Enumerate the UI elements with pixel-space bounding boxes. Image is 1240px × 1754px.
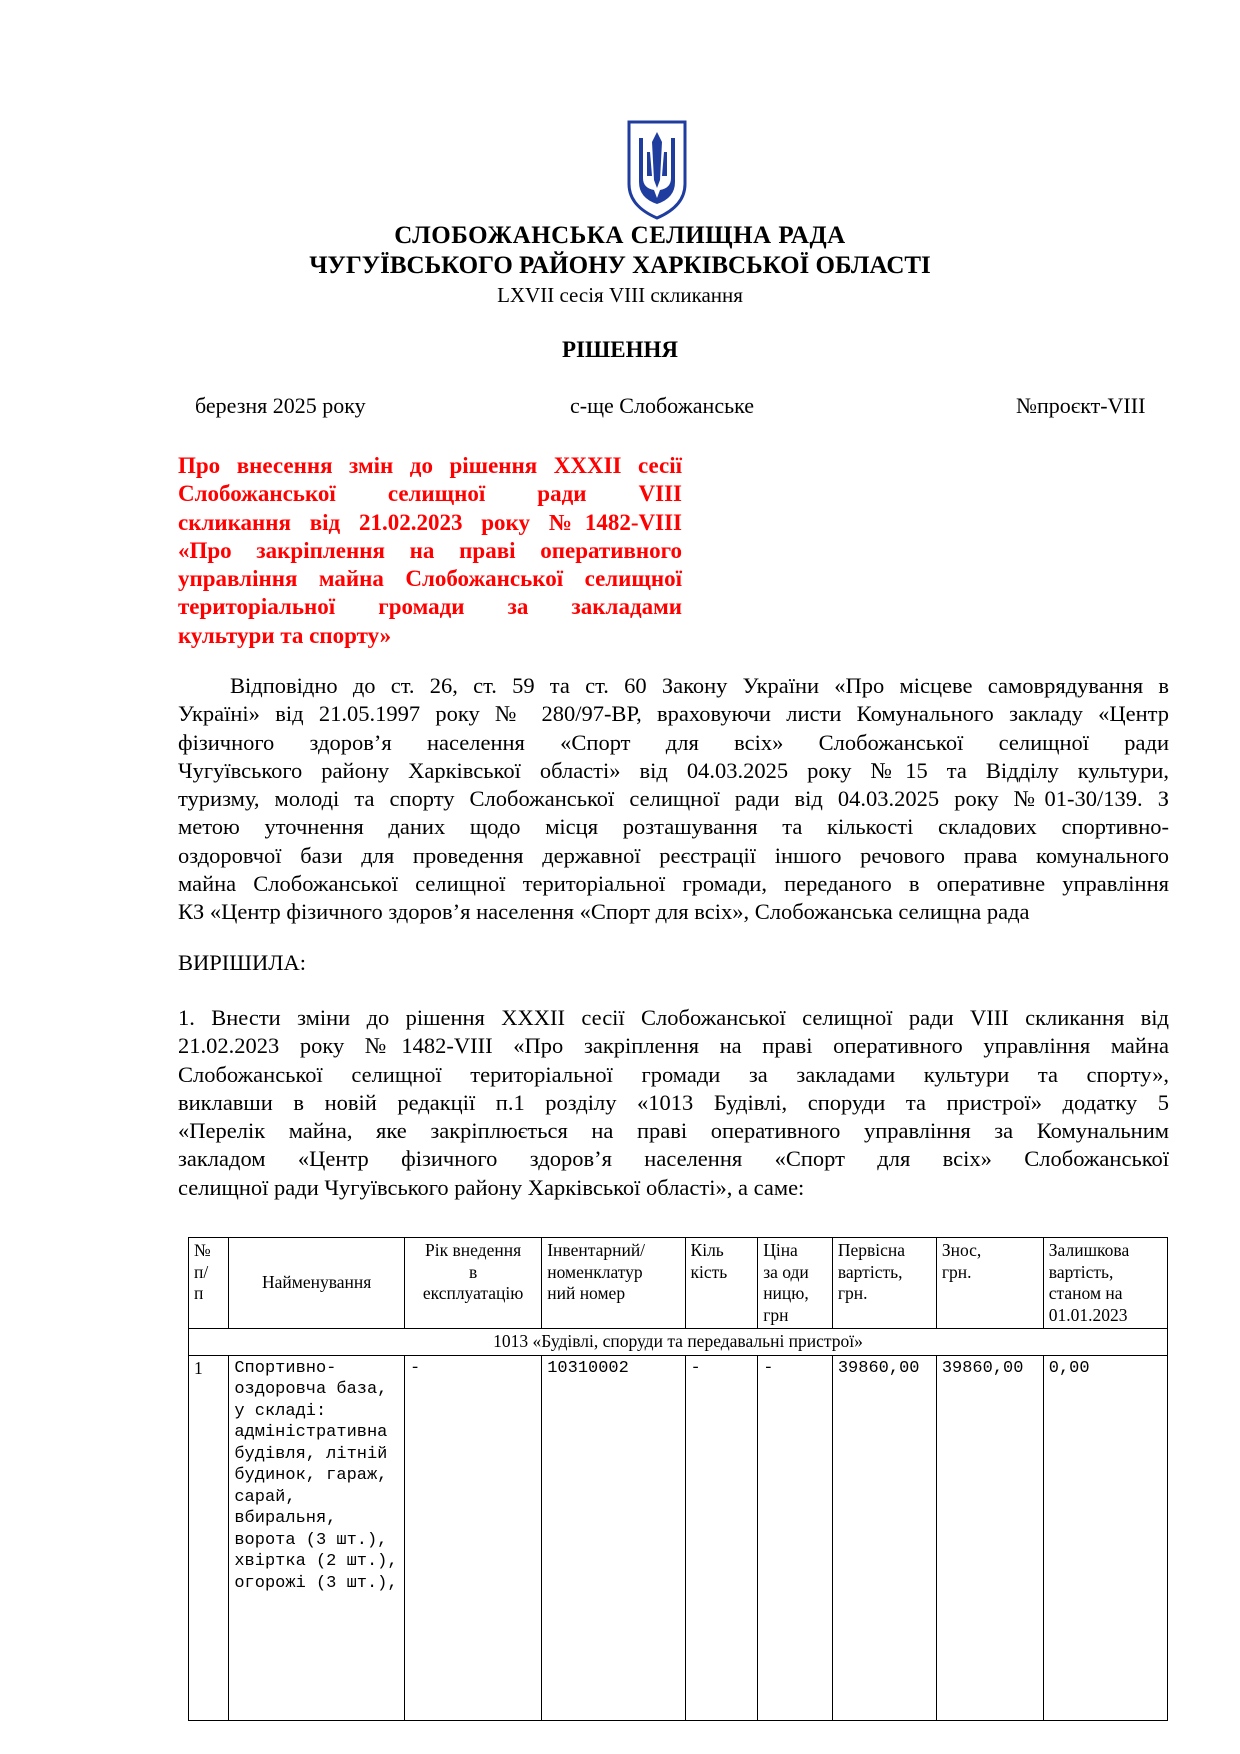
header-text: експлуатацію xyxy=(422,1283,524,1303)
header-text: п xyxy=(194,1283,204,1303)
preamble-line: Відповідно до ст. 26, ст. 59 та ст. 60 Закону України «Про місцеве самоврядування в xyxy=(230,673,1169,698)
header-year xyxy=(404,1238,541,1329)
header-residual-value xyxy=(1043,1238,1167,1329)
header-text: п/ xyxy=(194,1261,209,1282)
cell-wear: 39860,00 xyxy=(936,1355,1043,1720)
preamble-line: Україні» від 21.05.1997 року № 280/97-ВР, враховуючи листи Комунального закладу «Центр xyxy=(178,701,1169,727)
name-line: ворота (3 шт.), xyxy=(234,1530,388,1550)
header-text: станом на xyxy=(1048,1283,1123,1303)
header-text: вартість, xyxy=(1048,1261,1114,1282)
header-text: грн. xyxy=(837,1283,868,1303)
header-text: Найменування xyxy=(262,1272,372,1293)
cell-name xyxy=(229,1355,405,1720)
name-line: сарай, xyxy=(234,1487,296,1507)
header-text: № xyxy=(194,1240,211,1260)
session-line: LXVII сесія VIII скликання xyxy=(497,283,743,307)
decision-date: березня 2025 року xyxy=(195,393,366,418)
decision-title xyxy=(178,452,682,650)
council-name: СЛОБОЖАНСЬКА СЕЛИЩНА РАДА xyxy=(394,222,846,249)
table-header-row xyxy=(189,1238,1168,1329)
header-text: грн xyxy=(763,1304,789,1325)
name-line: у складі: xyxy=(234,1401,327,1421)
cell-inventory: 10310002 xyxy=(542,1355,685,1720)
preamble-line: фізичного здоров’я населення «Спорт для всіх» Слобожанської селищної ради xyxy=(178,729,1169,755)
resolved-heading: ВИРІШИЛА: xyxy=(178,950,306,975)
header-text: Первісна xyxy=(837,1240,906,1260)
header-text: грн. xyxy=(941,1261,972,1282)
header-name xyxy=(229,1238,405,1329)
header-unit-price xyxy=(758,1238,833,1329)
coat-of-arms-trident-icon xyxy=(625,118,689,222)
header-text: в xyxy=(468,1261,478,1282)
table-section-row xyxy=(189,1329,1168,1356)
item-1-line: закладом «Центр фізичного здоров’я населення «Спорт для всіх» Слобожанської xyxy=(178,1146,1169,1172)
header-wear xyxy=(936,1238,1043,1329)
header-text: ний номер xyxy=(547,1283,626,1303)
section-title: 1013 «Будівлі, споруди та передавальні пристрої» xyxy=(189,1329,1168,1356)
title-line: «Про закріплення на праві оперативного xyxy=(178,537,682,563)
header-text: ницю, xyxy=(763,1283,809,1303)
header-text: Ціна xyxy=(763,1240,798,1260)
item-1-line: «Перелік майна, яке закріплюється на праві оперативного управління за Комунальним xyxy=(178,1118,1169,1144)
name-line: будівля, літній xyxy=(234,1444,388,1464)
header-text: вартість, xyxy=(837,1261,903,1282)
cell-num: 1 xyxy=(189,1355,229,1720)
preamble-paragraph xyxy=(178,672,1169,927)
header-quantity xyxy=(685,1238,758,1329)
name-line: огорожі (3 шт.), xyxy=(234,1573,398,1593)
document-type: РІШЕННЯ xyxy=(562,337,678,362)
header-inventory xyxy=(542,1238,685,1329)
decision-number: №проєкт-VIII xyxy=(1016,393,1146,418)
header-num xyxy=(189,1238,229,1329)
preamble-line: метою уточнення даних щодо місця розташування та кількості складових спортивно- xyxy=(178,814,1169,840)
header-text: Залишкова xyxy=(1048,1240,1130,1260)
preamble-line: майна Слобожанської селищної територіальної громади, переданого в оперативне управління xyxy=(178,871,1169,897)
item-1-paragraph xyxy=(178,1004,1169,1202)
cell-initial-cost: 39860,00 xyxy=(832,1355,936,1720)
item-1-line: селищної ради Чугуївського району Харківської області», а саме: xyxy=(178,1174,805,1200)
item-1-line: виклавши в новій редакції п.1 розділу «1013 Будівлі, споруди та пристрої» додатку 5 xyxy=(178,1089,1169,1115)
preamble-line: оздоровчої бази для проведення державної реєстрації іншого речового права комунального xyxy=(178,842,1169,868)
preamble-line: КЗ «Центр фізичного здоров’я населення «Спорт для всіх», Слобожанська селищна рада xyxy=(178,899,1030,925)
name-line: будинок, гараж, xyxy=(234,1466,388,1485)
title-line: культури та спорту» xyxy=(178,622,392,648)
name-line: Спортивно- xyxy=(234,1358,337,1378)
cell-quantity: - xyxy=(685,1355,758,1720)
decision-place: с-ще Слобожанське xyxy=(570,393,755,418)
item-1-line: 21.02.2023 року №1482-VIII «Про закріплення на праві оперативного управління майна xyxy=(178,1033,1169,1059)
header-text: номенклатур xyxy=(547,1261,643,1282)
preamble-line: туризму, молоді та спорту Слобожанської селищної ради від 04.03.2025 року №01-30/139. З xyxy=(178,786,1169,812)
name-line: оздоровча база, xyxy=(234,1380,388,1399)
property-table xyxy=(188,1237,1168,1721)
cell-year: - xyxy=(404,1355,541,1720)
title-line: скликання від 21.02.2023 року №1482-VIII xyxy=(178,509,682,535)
header-text: Інвентарний/ xyxy=(547,1240,646,1260)
title-line: Слобожанської селищної ради VIII xyxy=(178,481,682,507)
header-text: Рік внедення xyxy=(425,1240,522,1260)
name-line: вбиральня, xyxy=(234,1509,337,1528)
title-line: Про внесення змін до рішення ХХХІІ сесії xyxy=(178,453,682,478)
header-text: кість xyxy=(690,1261,728,1282)
header-text: Знос, xyxy=(941,1240,982,1260)
preamble-line: Чугуївського району Харківської області» від 04.03.2025 року №15 та Відділу культури, xyxy=(178,757,1169,783)
table-row xyxy=(189,1355,1168,1720)
cell-residual-value: 0,00 xyxy=(1043,1355,1167,1720)
name-line: адміністративна xyxy=(234,1423,388,1442)
item-1-line: 1. Внести зміни до рішення ХХХІІ сесії Слобожанської селищної ради VIII скликання від xyxy=(178,1005,1169,1030)
cell-unit-price: - xyxy=(758,1355,833,1720)
title-line: територіальної громади за закладами xyxy=(178,594,682,620)
item-1-line: Слобожанської селищної територіальної громади за закладами культури та спорту», xyxy=(178,1061,1169,1087)
header-text: 01.01.2023 xyxy=(1048,1304,1128,1325)
header-text: Кіль xyxy=(690,1240,724,1260)
name-line: хвіртка (2 шт.), xyxy=(234,1552,398,1571)
header-text: за оди xyxy=(763,1261,809,1282)
district-name: ЧУГУЇВСЬКОГО РАЙОНУ ХАРКІВСЬКОЇ ОБЛАСТІ xyxy=(309,252,931,279)
title-line: управління майна Слобожанської селищної xyxy=(178,566,682,592)
header-initial-cost xyxy=(832,1238,936,1329)
